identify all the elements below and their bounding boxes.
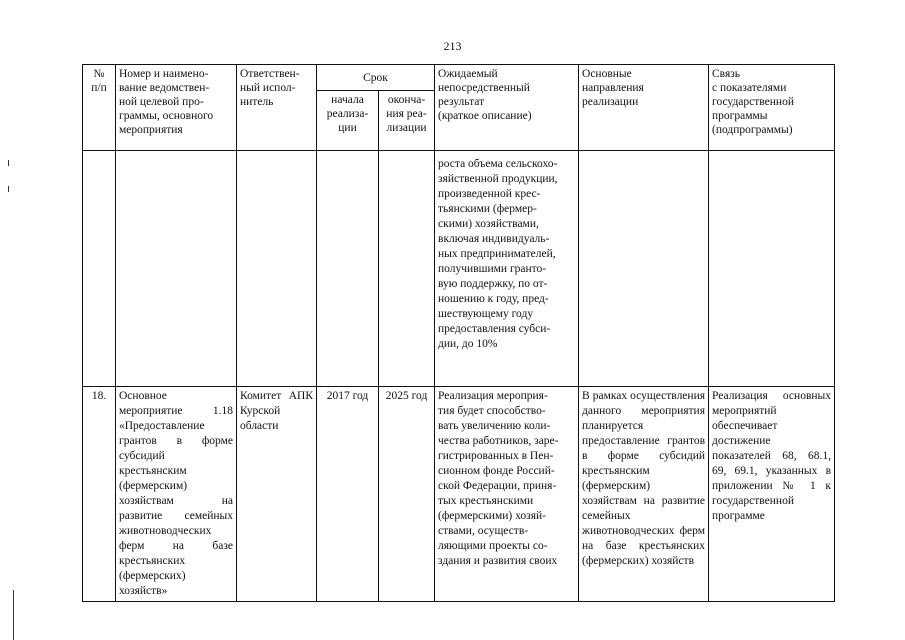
header-responsible: Ответствен- ный испол- нитель bbox=[237, 65, 317, 151]
scan-margin-mark bbox=[8, 160, 9, 166]
table-row bbox=[83, 387, 835, 602]
row-18-responsible: Комитет АПК Курской области bbox=[237, 387, 317, 602]
header-term-end: оконча- ния реа- лизации bbox=[379, 91, 435, 151]
row-18-expected: Реализация мероприя- тия будет способство- вать увеличению коли- чества работников, зарe- гистрированных в Пен- сионном фонде Россий- ской Федерации, приня- тых крестьянскими (фермерскими) хозяй- ствами, осуществ- ляющими проекты со- здания и развития своих bbox=[435, 387, 579, 602]
row-18-start: 2017 год bbox=[317, 387, 379, 602]
row-18-num: 18. bbox=[83, 387, 116, 602]
table-cell bbox=[379, 151, 435, 387]
table-cell bbox=[116, 151, 237, 387]
program-table bbox=[82, 64, 835, 602]
row-18-end: 2025 год bbox=[379, 387, 435, 602]
row-18-directions: В рамках осуществления данного мероприятия планируется предоставление грантов в форме субсидий крестьянским (фермерским) хозяйствам на развитие семейных животноводческих ферм на базе крестьянских (фермерских) хозяйств bbox=[579, 387, 709, 602]
row-18-name: Основное мероприятие 1.18 «Предоставление грантов в форме субсидий крестьянским (фермерским) хозяйствам на развитие семейных животноводческих ферм на базе крестьянских (фермерских) хозяйств» bbox=[116, 387, 237, 602]
continuation-expected: роста объема сельскохо- зяйственной продукции, произведенной крес- тьянскими (фермер- скими) хозяйствами, включая индивидуаль- ных предпринимателей, получившими гранто- вую поддержку, по от- ношению к году, пред- шествующему году предоставления субси- дии, до 10% bbox=[435, 151, 579, 387]
table-cell bbox=[317, 151, 379, 387]
table-cell bbox=[579, 151, 709, 387]
header-row bbox=[83, 65, 835, 91]
table-cell bbox=[83, 151, 116, 387]
scan-margin-mark bbox=[13, 590, 14, 640]
table-row bbox=[83, 151, 835, 387]
scan-margin-mark bbox=[8, 186, 9, 192]
row-18-link: Реализация основных мероприятий обеспечивает достижение показателей 68, 68.1, 69, 69.1, указанных в приложении № 1 к государственной программе bbox=[709, 387, 835, 602]
header-num: № п/п bbox=[83, 65, 116, 151]
header-term: Срок bbox=[317, 65, 435, 91]
table-cell bbox=[237, 151, 317, 387]
header-term-start: начала реализа- ции bbox=[317, 91, 379, 151]
header-expected: Ожидаемый непосредственный результат (краткое описание) bbox=[435, 65, 579, 151]
header-name: Номер и наимено- вание ведомствен- ной целевой про- граммы, основного мероприятия bbox=[116, 65, 237, 151]
header-link: Связь с показателями государственной программы (подпрограммы) bbox=[709, 65, 835, 151]
table-cell bbox=[709, 151, 835, 387]
header-directions: Основные направления реализации bbox=[579, 65, 709, 151]
page-number: 213 bbox=[443, 39, 462, 53]
